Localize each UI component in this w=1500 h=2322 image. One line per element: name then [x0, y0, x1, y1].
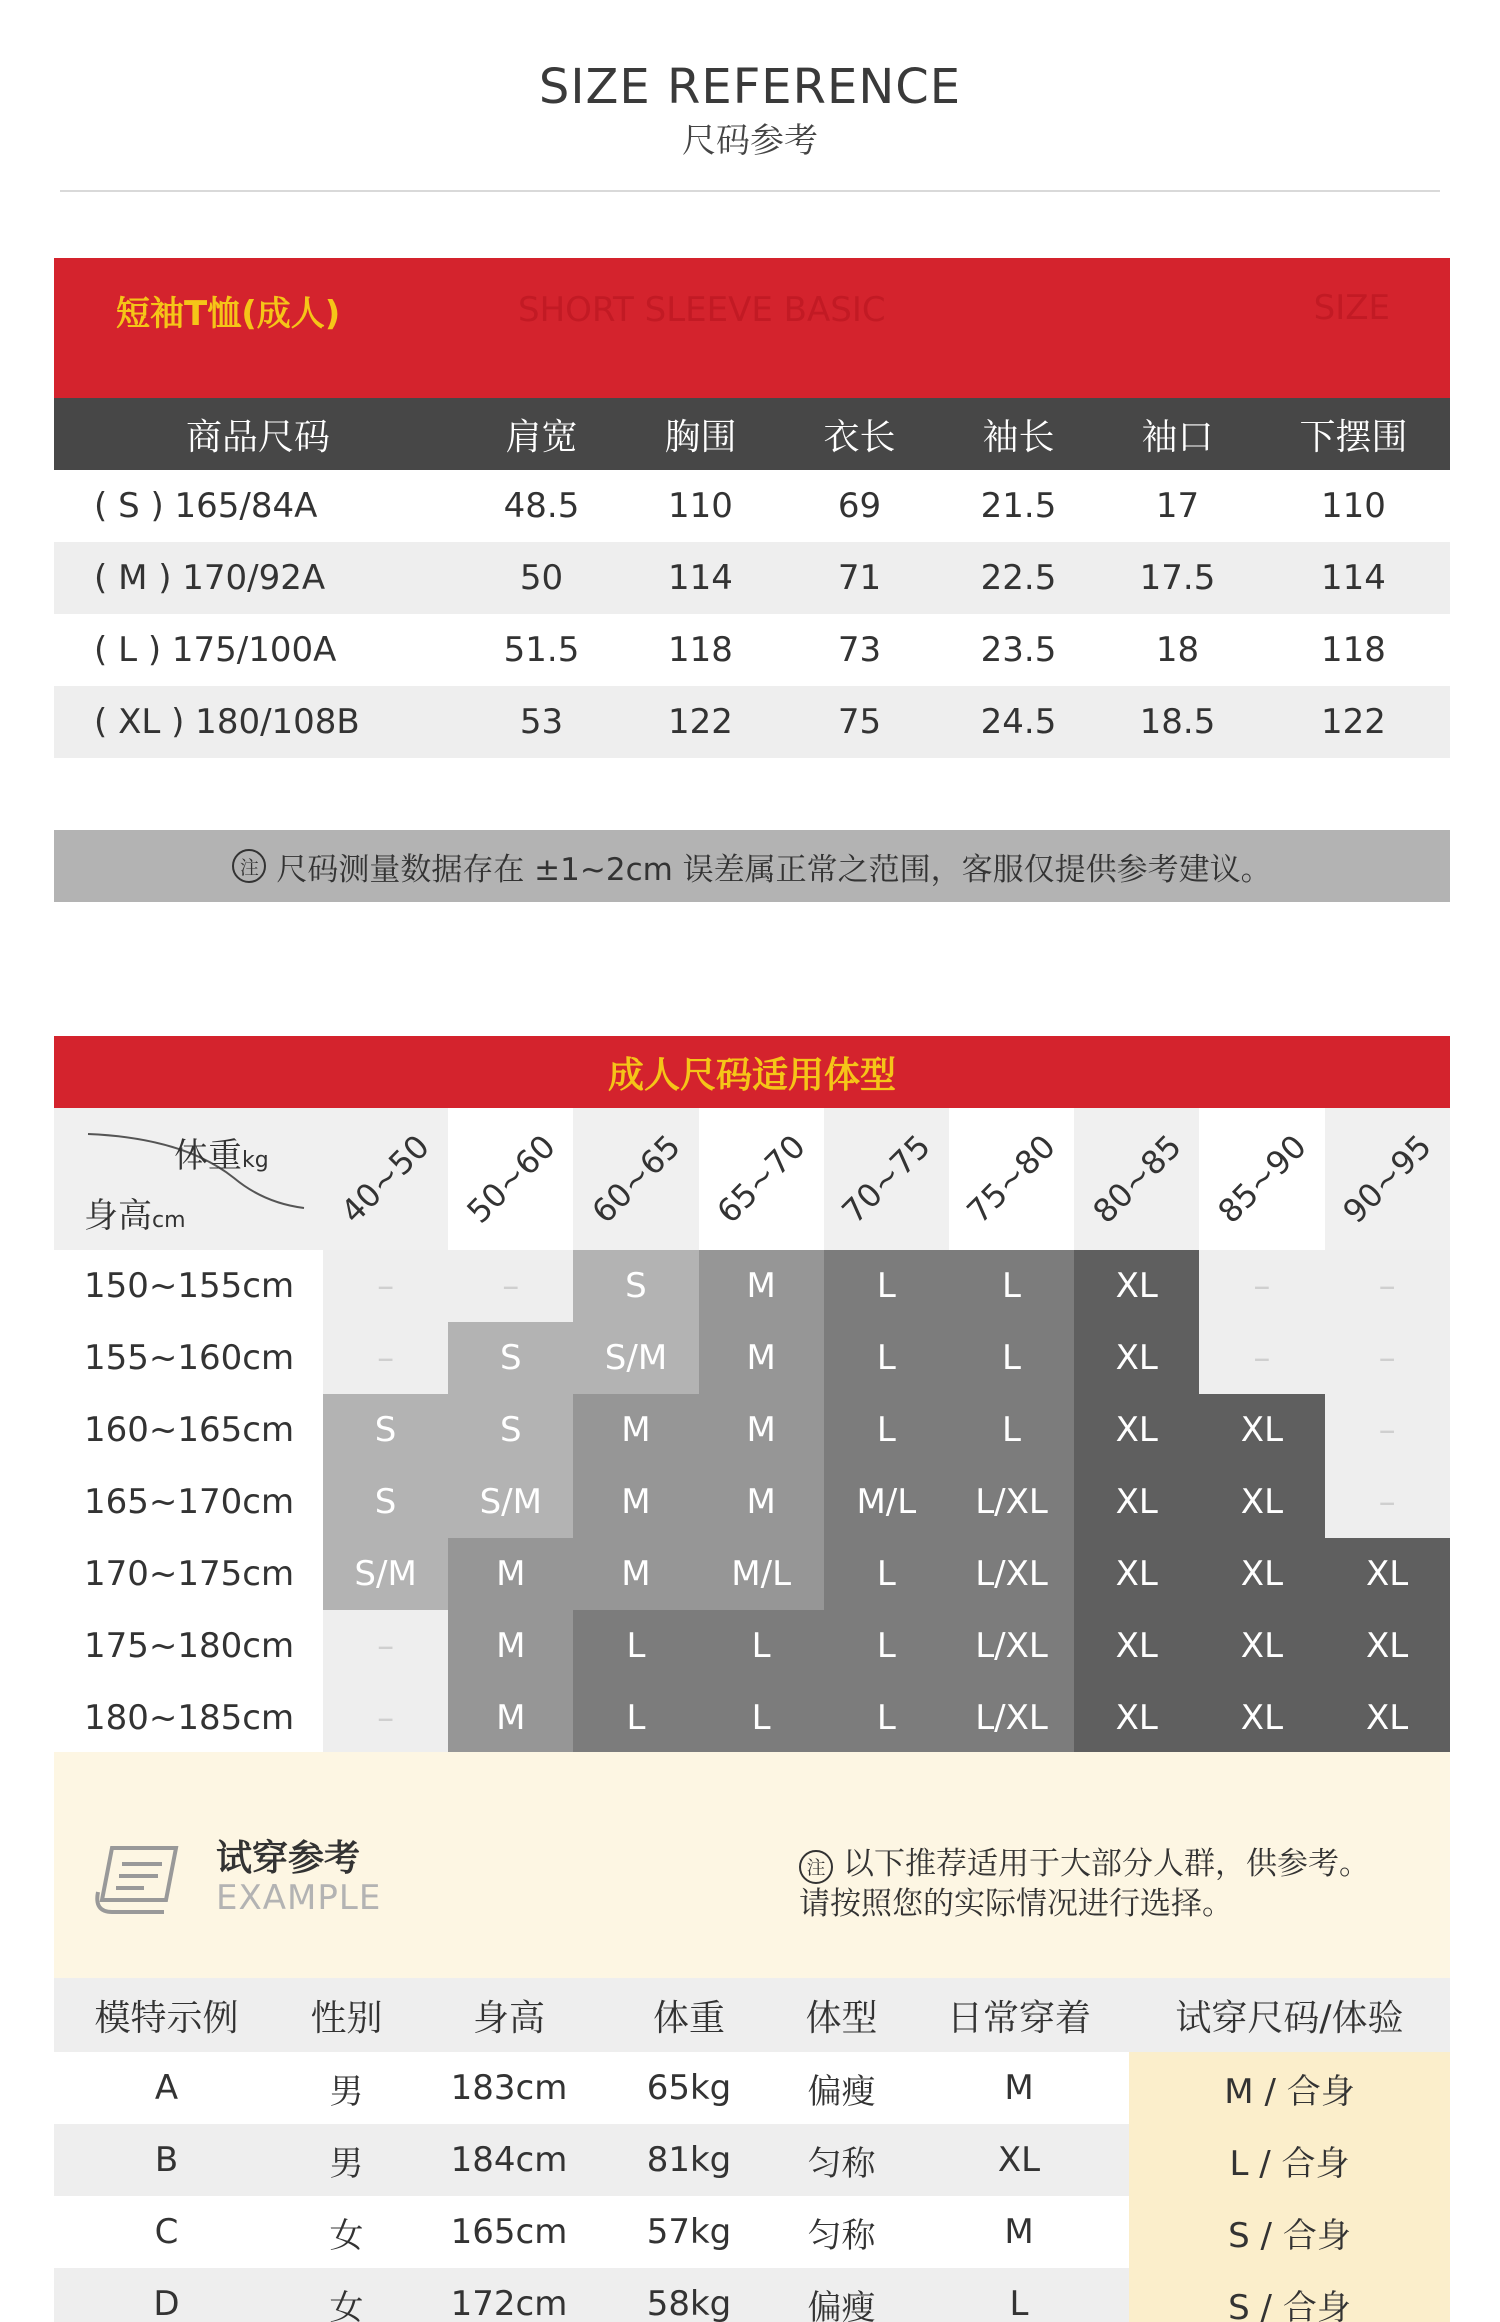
recommended-size-cell: L	[949, 1250, 1074, 1322]
corner-header	[54, 1108, 323, 1250]
recommended-size-cell: L	[824, 1250, 949, 1322]
model-cell: 女	[329, 2215, 364, 2256]
recommended-size-cell: S/M	[448, 1466, 573, 1538]
recommended-size-cell: –	[1325, 1250, 1450, 1322]
recommended-size-cell: XL	[1199, 1538, 1324, 1610]
recommended-size-cell: L/XL	[949, 1682, 1074, 1754]
size-table-banner	[54, 258, 1450, 398]
recommended-size-cell: XL	[1074, 1682, 1199, 1754]
recommended-size-cell: M	[448, 1538, 573, 1610]
title-en: SIZE REFERENCE	[538, 59, 962, 115]
model-cell: S / 合身	[1129, 2268, 1450, 2322]
model-cell: 81kg	[604, 2124, 774, 2196]
column-header: 性别	[279, 1978, 414, 2052]
recommended-size-cell: –	[448, 1250, 573, 1322]
recommended-size-cell: XL	[1325, 1682, 1450, 1754]
weight-label: 体重kg	[174, 1136, 269, 1176]
banner-size: SIZE	[1313, 288, 1390, 328]
body-type-title: 成人尺码适用体型	[54, 1036, 1450, 1108]
recommended-size-cell: XL	[1074, 1538, 1199, 1610]
recommended-size-cell: XL	[1074, 1466, 1199, 1538]
column-header: 体重	[604, 1978, 774, 2052]
note-text: 尺码测量数据存在 ±1~2cm 误差属正常之范围，客服仅提供参考建议。	[276, 851, 1272, 888]
recommended-size-cell: XL	[1325, 1538, 1450, 1610]
weight-range-header: 50~60	[448, 1108, 573, 1250]
example-note-line1: 注 以下推荐适用于大部分人群，供参考。	[799, 1838, 1370, 1884]
recommended-size-cell: M	[573, 1538, 698, 1610]
height-range-label: 160~165cm	[54, 1394, 323, 1466]
banner-subtitle: SHORT SLEEVE BASIC	[518, 290, 886, 330]
recommended-size-cell: –	[1325, 1394, 1450, 1466]
column-header: 体型	[774, 1978, 909, 2052]
column-header: 身高	[414, 1978, 604, 2052]
column-header: 模特示例	[54, 1978, 279, 2052]
size-value: 17.5	[1098, 542, 1257, 614]
recommended-size-cell: –	[1199, 1250, 1324, 1322]
model-cell: L / 合身	[1129, 2124, 1450, 2196]
column-header: 试穿尺码/体验	[1129, 1978, 1450, 2052]
size-value: 73	[837, 630, 882, 670]
weight-range-header: 40~50	[323, 1108, 448, 1250]
recommended-size-cell: –	[323, 1682, 448, 1754]
recommended-size-cell: –	[1325, 1466, 1450, 1538]
recommended-size-cell: M/L	[824, 1466, 949, 1538]
example-title-en: EXAMPLE	[216, 1878, 382, 1918]
recommended-size-cell: S	[448, 1322, 573, 1394]
model-cell: 183cm	[450, 2068, 568, 2108]
recommended-size-cell: M	[573, 1394, 698, 1466]
size-value: 122	[621, 686, 780, 758]
size-value: 17	[1155, 486, 1200, 526]
model-cell: 偏瘦	[774, 2268, 909, 2322]
size-value: 53	[462, 686, 621, 758]
weight-range-header: 80~85	[1074, 1108, 1199, 1250]
recommended-size-cell: XL	[1074, 1610, 1199, 1682]
recommended-size-cell: M	[699, 1394, 824, 1466]
size-value: 71	[780, 542, 939, 614]
weight-range-header: 85~90	[1199, 1108, 1324, 1250]
model-cell: 65kg	[646, 2068, 732, 2108]
banner-product: 短袖T恤(成人)	[116, 294, 341, 334]
column-header: 肩宽	[462, 398, 621, 470]
model-cell: 58kg	[604, 2268, 774, 2322]
recommended-size-cell: XL	[1074, 1322, 1199, 1394]
recommended-size-cell: XL	[1325, 1610, 1450, 1682]
size-label: ( M ) 170/92A	[54, 542, 462, 614]
size-value: 48.5	[503, 486, 580, 526]
recommended-size-cell: S	[323, 1466, 448, 1538]
note-icon: 注	[799, 1850, 833, 1884]
recommended-size-cell: –	[323, 1322, 448, 1394]
example-note-line2: 请按照您的实际情况进行选择。	[799, 1886, 1233, 1922]
example-title: 试穿参考	[216, 1838, 361, 1879]
recommended-size-cell: XL	[1074, 1394, 1199, 1466]
size-value: 18	[1155, 630, 1200, 670]
weight-range-header: 70~75	[824, 1108, 949, 1250]
model-cell: L	[909, 2268, 1129, 2322]
recommended-size-cell: M	[448, 1610, 573, 1682]
model-cell: C	[154, 2212, 179, 2252]
column-header: 日常穿着	[909, 1978, 1129, 2052]
column-header: 袖口	[1098, 398, 1257, 470]
model-cell: 172cm	[414, 2268, 604, 2322]
recommended-size-cell: XL	[1199, 1682, 1324, 1754]
model-cell: D	[54, 2268, 279, 2322]
size-value: 114	[1257, 542, 1450, 614]
size-value: 118	[1321, 630, 1386, 670]
height-range-label: 165~170cm	[54, 1466, 323, 1538]
recommended-size-cell: S	[323, 1394, 448, 1466]
header-divider	[60, 190, 1440, 192]
model-cell: 女	[279, 2268, 414, 2322]
size-value: 122	[1257, 686, 1450, 758]
recommended-size-cell: –	[1325, 1322, 1450, 1394]
weight-range-header: 65~70	[699, 1108, 824, 1250]
height-range-label: 155~160cm	[54, 1322, 323, 1394]
size-value: 22.5	[939, 542, 1098, 614]
height-range-label: 170~175cm	[54, 1538, 323, 1610]
example-section	[54, 1752, 1450, 1978]
model-table	[54, 1978, 1450, 2322]
height-range-label: 150~155cm	[54, 1250, 323, 1322]
recommended-size-cell: L	[824, 1538, 949, 1610]
body-type-grid	[54, 1108, 1450, 1754]
recommended-size-cell: L/XL	[949, 1466, 1074, 1538]
model-cell: B	[54, 2124, 279, 2196]
recommended-size-cell: M	[573, 1466, 698, 1538]
recommended-size-cell: XL	[1074, 1250, 1199, 1322]
model-cell: M / 合身	[1129, 2052, 1450, 2124]
model-cell: 匀称	[807, 2215, 876, 2256]
size-label: ( S ) 165/84A	[94, 486, 318, 526]
size-value: 21.5	[980, 486, 1057, 526]
recommended-size-cell: L	[949, 1394, 1074, 1466]
recommended-size-cell: S/M	[573, 1322, 698, 1394]
size-value: 23.5	[980, 630, 1057, 670]
column-header: 商品尺码	[54, 398, 462, 470]
recommended-size-cell: M	[699, 1322, 824, 1394]
recommended-size-cell: M	[699, 1250, 824, 1322]
height-range-label: 180~185cm	[54, 1682, 323, 1754]
model-cell: S / 合身	[1129, 2196, 1450, 2268]
page-header	[0, 55, 1500, 163]
size-value: 118	[668, 630, 733, 670]
recommended-size-cell: S	[448, 1394, 573, 1466]
recommended-size-cell: L	[824, 1322, 949, 1394]
recommended-size-cell: L	[824, 1682, 949, 1754]
note-icon: 注	[232, 849, 266, 883]
model-cell: 匀称	[774, 2124, 909, 2196]
recommended-size-cell: L/XL	[949, 1610, 1074, 1682]
size-label: ( XL ) 180/108B	[54, 686, 462, 758]
size-value: 50	[462, 542, 621, 614]
model-cell: 184cm	[414, 2124, 604, 2196]
column-header: 胸围	[621, 398, 780, 470]
model-cell: 57kg	[646, 2212, 732, 2252]
recommended-size-cell: L	[573, 1610, 698, 1682]
recommended-size-cell: –	[323, 1610, 448, 1682]
recommended-size-cell: L	[699, 1610, 824, 1682]
model-cell: M	[1004, 2212, 1034, 2252]
recommended-size-cell: S	[573, 1250, 698, 1322]
recommended-size-cell: –	[1199, 1322, 1324, 1394]
title-cn: 尺码参考	[682, 121, 818, 161]
size-label: ( L ) 175/100A	[94, 630, 337, 670]
size-value: 18.5	[1098, 686, 1257, 758]
model-cell: A	[154, 2068, 179, 2108]
weight-range-header: 90~95	[1325, 1108, 1450, 1250]
recommended-size-cell: –	[323, 1250, 448, 1322]
recommended-size-cell: L/XL	[949, 1538, 1074, 1610]
measurement-note	[54, 830, 1450, 902]
column-header: 下摆围	[1257, 398, 1450, 470]
model-cell: 165cm	[450, 2212, 568, 2252]
recommended-size-cell: XL	[1199, 1610, 1324, 1682]
recommended-size-cell: M/L	[699, 1538, 824, 1610]
size-value: 110	[1321, 486, 1386, 526]
model-cell: M	[1004, 2068, 1034, 2108]
model-cell: XL	[909, 2124, 1129, 2196]
recommended-size-cell: M	[699, 1466, 824, 1538]
model-cell: 偏瘦	[807, 2071, 876, 2112]
size-table	[54, 258, 1450, 758]
document-icon	[92, 1842, 184, 1922]
recommended-size-cell: L	[699, 1682, 824, 1754]
weight-range-header: 60~65	[573, 1108, 698, 1250]
size-value: 110	[668, 486, 733, 526]
model-grid	[54, 1978, 1450, 2322]
model-cell: 男	[279, 2124, 414, 2196]
height-range-label: 175~180cm	[54, 1610, 323, 1682]
model-cell: 男	[329, 2071, 364, 2112]
column-header: 袖长	[939, 398, 1098, 470]
body-type-table	[54, 1036, 1450, 1754]
size-value: 51.5	[503, 630, 580, 670]
weight-range-header: 75~80	[949, 1108, 1074, 1250]
recommended-size-cell: L	[824, 1394, 949, 1466]
recommended-size-cell: L	[573, 1682, 698, 1754]
recommended-size-cell: L	[824, 1610, 949, 1682]
recommended-size-cell: XL	[1199, 1466, 1324, 1538]
recommended-size-cell: S/M	[323, 1538, 448, 1610]
recommended-size-cell: XL	[1199, 1394, 1324, 1466]
size-value: 114	[621, 542, 780, 614]
height-label: 身高cm	[84, 1196, 186, 1236]
column-header: 衣长	[780, 398, 939, 470]
recommended-size-cell: M	[448, 1682, 573, 1754]
size-value: 69	[837, 486, 882, 526]
size-value: 75	[780, 686, 939, 758]
size-grid	[54, 398, 1450, 758]
recommended-size-cell: L	[949, 1322, 1074, 1394]
size-value: 24.5	[939, 686, 1098, 758]
